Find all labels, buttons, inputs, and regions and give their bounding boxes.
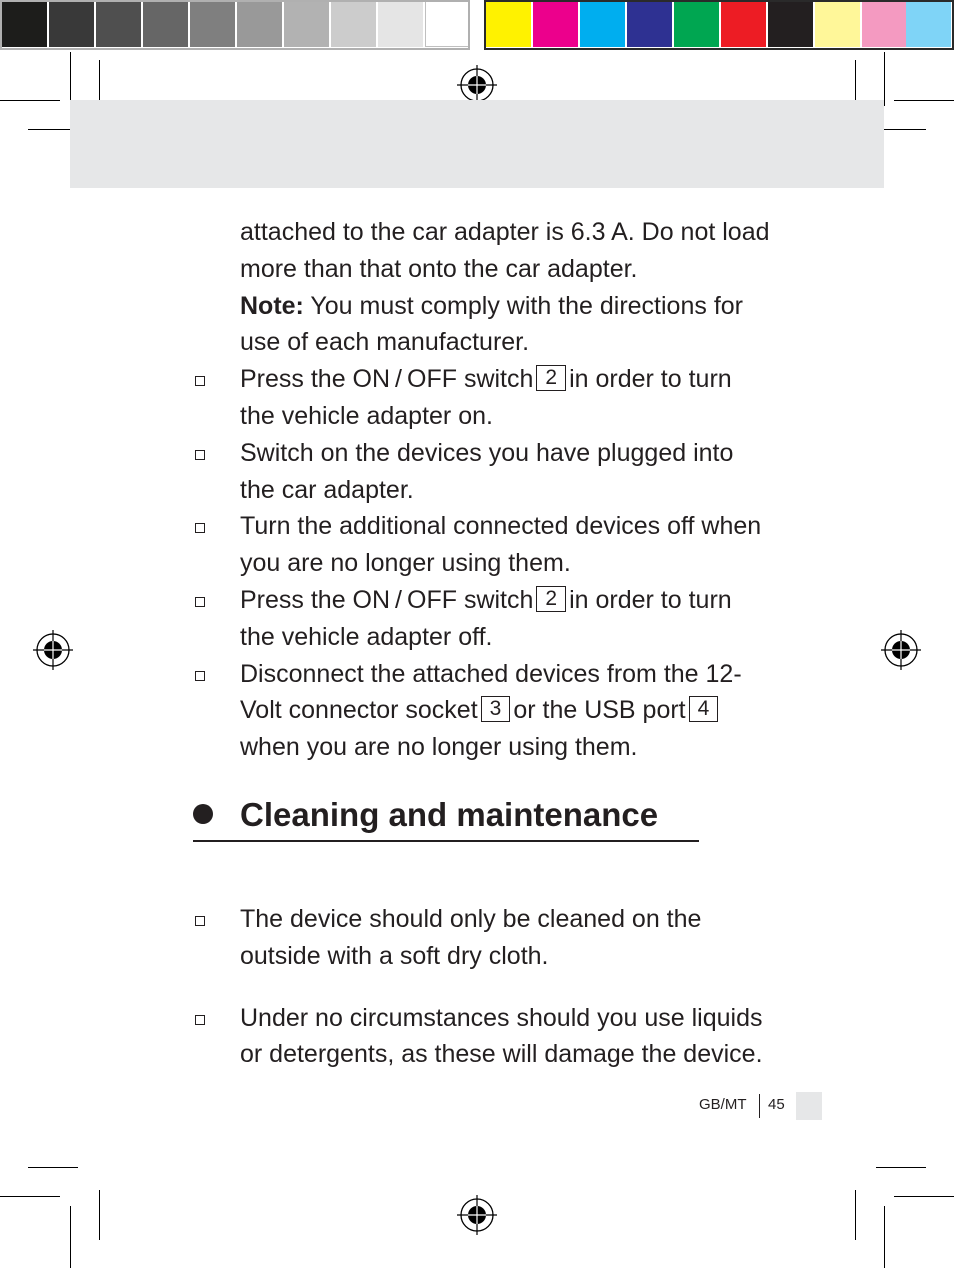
list-item: Under no circumstances should you use liquids or detergents, as these will damage the device. bbox=[193, 1000, 773, 1074]
crop-mark bbox=[884, 1206, 885, 1268]
color-swatch bbox=[815, 1, 860, 47]
color-swatch bbox=[533, 1, 578, 47]
crop-mark bbox=[0, 100, 60, 101]
section-heading bbox=[193, 794, 699, 842]
crop-mark bbox=[70, 1206, 71, 1268]
list-item: Turn the additional connected devices off when you are no longer using them. bbox=[193, 508, 773, 582]
part-reference: 3 bbox=[481, 696, 511, 722]
color-swatch bbox=[486, 1, 531, 47]
crop-mark bbox=[99, 1190, 100, 1240]
color-swatch bbox=[862, 1, 907, 47]
grey-swatch bbox=[49, 1, 94, 47]
part-reference: 4 bbox=[689, 696, 719, 722]
note-text: You must comply with the directions for use of each manufacturer. bbox=[240, 291, 743, 357]
note-label: Note: bbox=[240, 291, 304, 320]
crop-mark bbox=[70, 52, 71, 106]
grey-swatch bbox=[237, 1, 282, 47]
list-item: The device should only be cleaned on the outside with a soft dry cloth. bbox=[193, 901, 773, 975]
crop-mark bbox=[894, 100, 954, 101]
registration-mark-icon bbox=[33, 630, 73, 670]
grey-swatch bbox=[2, 1, 47, 47]
crop-mark bbox=[0, 1196, 60, 1197]
grey-swatch bbox=[378, 1, 423, 47]
color-swatch bbox=[768, 1, 813, 47]
checkbox-bullet-icon bbox=[195, 523, 205, 533]
grey-swatch bbox=[284, 1, 329, 47]
checkbox-bullet-icon bbox=[195, 671, 205, 681]
part-reference: 2 bbox=[536, 586, 566, 612]
section-title: Cleaning and maintenance bbox=[240, 796, 659, 833]
crop-mark bbox=[855, 1190, 856, 1240]
color-calibration-bar bbox=[0, 0, 954, 50]
checkbox-bullet-icon bbox=[195, 916, 205, 926]
list-item: Disconnect the attached devices from the 12-Volt connector socket 3 or the USB port 4when you are no longer using them. bbox=[193, 656, 773, 766]
footer-divider bbox=[759, 1094, 760, 1118]
header-band bbox=[70, 100, 884, 188]
checkbox-bullet-icon bbox=[195, 1015, 205, 1025]
color-swatch bbox=[627, 1, 672, 47]
bullet-dot-icon bbox=[193, 804, 213, 824]
grey-swatch bbox=[331, 1, 376, 47]
grey-swatch bbox=[425, 1, 470, 47]
checkbox-bullet-icon bbox=[195, 450, 205, 460]
instructions-text bbox=[193, 214, 773, 766]
crop-mark bbox=[884, 52, 885, 106]
color-swatch bbox=[721, 1, 766, 47]
grey-swatch bbox=[190, 1, 235, 47]
color-swatch bbox=[580, 1, 625, 47]
cleaning-instructions bbox=[193, 876, 773, 1098]
color-swatch bbox=[906, 1, 951, 47]
grey-swatch bbox=[96, 1, 141, 47]
footer-tab bbox=[796, 1092, 822, 1120]
registration-mark-icon bbox=[457, 1195, 497, 1235]
checkbox-bullet-icon bbox=[195, 597, 205, 607]
part-reference: 2 bbox=[536, 365, 566, 391]
intro-text: attached to the car adapter is 6.3 A. Do not load more than that onto the car adapter. bbox=[240, 218, 770, 283]
footer-language-code: GB/MT bbox=[699, 1096, 747, 1113]
grey-swatch bbox=[143, 1, 188, 47]
page-number: 45 bbox=[768, 1096, 785, 1113]
checkbox-bullet-icon bbox=[195, 376, 205, 386]
list-item: Switch on the devices you have plugged into the car adapter. bbox=[193, 435, 773, 509]
crop-mark bbox=[894, 1196, 954, 1197]
list-item: Press the ON / OFF switch 2 in order to turn the vehicle adapter on. bbox=[193, 361, 773, 435]
intro-paragraph bbox=[193, 214, 773, 361]
registration-mark-icon bbox=[457, 65, 497, 105]
crop-mark bbox=[28, 1167, 78, 1168]
list-item: Press the ON / OFF switch 2 in order to turn the vehicle adapter off. bbox=[193, 582, 773, 656]
registration-mark-icon bbox=[881, 630, 921, 670]
color-swatch bbox=[674, 1, 719, 47]
crop-mark bbox=[876, 1167, 926, 1168]
